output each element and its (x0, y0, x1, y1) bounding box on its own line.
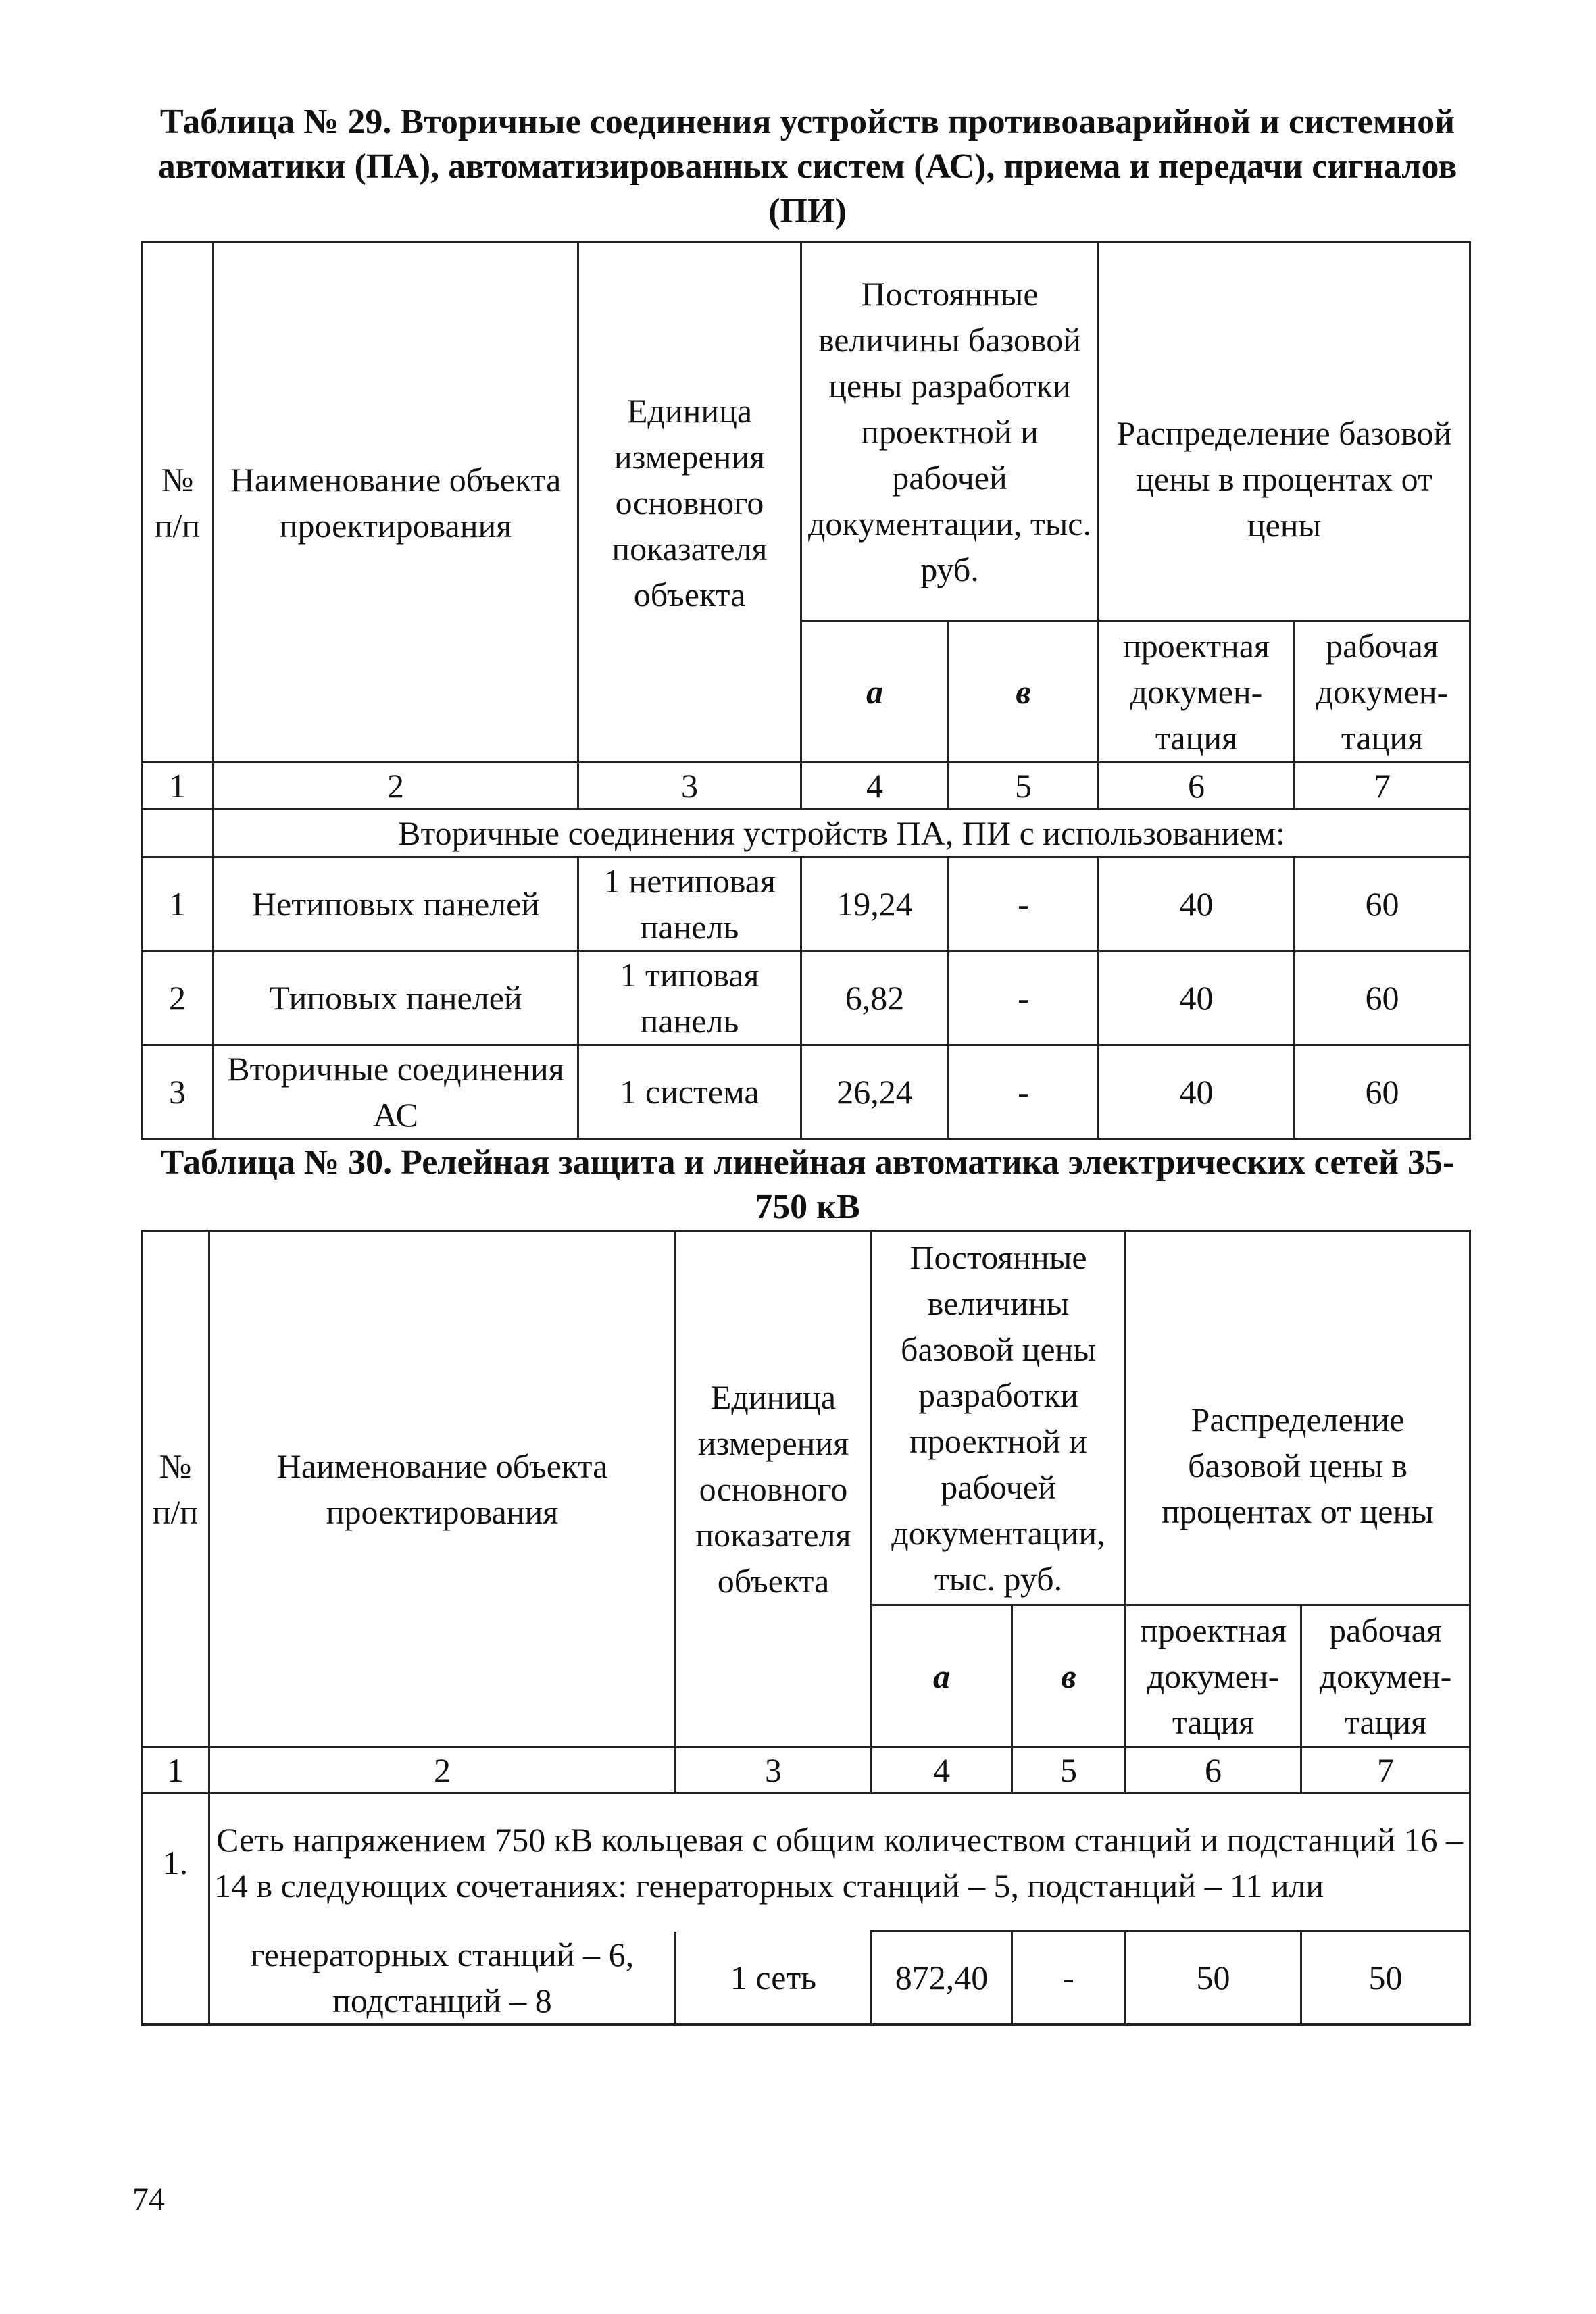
col-number: 2 (209, 1747, 676, 1794)
table-row (142, 951, 1470, 1045)
table-29 (141, 241, 1471, 1140)
header-unit: Единица измерения основного показателя объекта (676, 1231, 872, 1747)
page-number: 74 (132, 2182, 165, 2217)
row-a: 26,24 (801, 1045, 949, 1139)
col-number: 5 (1012, 1747, 1126, 1794)
header-unit: Единица измерения основного показателя объекта (578, 243, 801, 763)
col-number: 1 (142, 1747, 209, 1794)
col-number: 6 (1126, 1747, 1301, 1794)
table-row (142, 857, 1470, 951)
row-num: 2 (142, 951, 214, 1045)
header-distribution: Распределение базовой цены в процентах от цены (1099, 243, 1470, 621)
header-num: № п/п (142, 243, 214, 763)
table-30 (141, 1230, 1471, 2026)
row-project: 40 (1099, 857, 1295, 951)
row-project: 40 (1099, 951, 1295, 1045)
header-price: Постоянные величины базовой цены разработки проектной и рабочей документации, тыс. руб. (872, 1231, 1126, 1605)
header-num: № п/п (142, 1231, 209, 1747)
col-number: 2 (214, 763, 578, 809)
row-project: 40 (1099, 1045, 1295, 1139)
row-a: 6,82 (801, 951, 949, 1045)
section-text: Сеть напряжением 750 кВ кольцевая с общим количеством станций и подстанций 16 – 14 в следующих сочетаниях: генераторных станций – 5, подстанций – 11 или (209, 1794, 1470, 1932)
col-number: 6 (1099, 763, 1295, 809)
col-number: 5 (949, 763, 1099, 809)
row-num: 1 (142, 857, 214, 951)
header-name: Наименование объекта проектирования (209, 1231, 676, 1747)
header-b: в (949, 621, 1099, 763)
row-b: - (949, 1045, 1099, 1139)
row-unit: 1 типовая панель (578, 951, 801, 1045)
row-unit: 1 система (578, 1045, 801, 1139)
row-num: 3 (142, 1045, 214, 1139)
section-title: Вторичные соединения устройств ПА, ПИ с использованием: (214, 809, 1470, 857)
row-a: 872,40 (872, 1932, 1012, 2025)
header-work-doc: рабочая докумен-тация (1295, 621, 1470, 763)
col-number: 4 (801, 763, 949, 809)
col-number: 4 (872, 1747, 1012, 1794)
row-name: Вторичные соединения АС (214, 1045, 578, 1139)
col-number: 3 (578, 763, 801, 809)
col-number: 7 (1301, 1747, 1470, 1794)
row-name: Нетиповых панелей (214, 857, 578, 951)
table-row (142, 1932, 1470, 2025)
col-number: 3 (676, 1747, 872, 1794)
header-price: Постоянные величины базовой цены разработки проектной и рабочей документации, тыс. руб. (801, 243, 1099, 621)
row-work: 50 (1301, 1932, 1470, 2025)
table-29-caption: Таблица № 29. Вторичные соединения устройств противоаварийной и системной автоматики (ПА), автоматизированных систем (АС), приема и передачи сигналов (ПИ) (157, 103, 1457, 230)
header-distribution: Распределение базовой цены в процентах от цены (1126, 1231, 1470, 1605)
row-unit: 1 нетиповая панель (578, 857, 801, 951)
table-30-caption: Таблица № 30. Релейная защита и линейная автоматика электрических сетей 35-750 кВ (160, 1143, 1455, 1226)
row-project: 50 (1126, 1932, 1301, 2025)
header-name: Наименование объекта проектирования (214, 243, 578, 763)
row-work: 60 (1295, 857, 1470, 951)
row-b: - (949, 951, 1099, 1045)
header-project-doc: проектная докумен-тация (1099, 621, 1295, 763)
row-unit: 1 сеть (676, 1932, 872, 2025)
col-number: 1 (142, 763, 214, 809)
header-a: а (801, 621, 949, 763)
table-row (142, 1045, 1470, 1139)
row-name: генераторных станций – 6, подстанций – 8 (209, 1932, 676, 2025)
header-project-doc: проектная докумен-тация (1126, 1605, 1301, 1747)
header-a: а (872, 1605, 1012, 1747)
header-work-doc: рабочая докумен-тация (1301, 1605, 1470, 1747)
header-b: в (1012, 1605, 1126, 1747)
row-work: 60 (1295, 951, 1470, 1045)
row-work: 60 (1295, 1045, 1470, 1139)
row-a: 19,24 (801, 857, 949, 951)
row-b: - (1012, 1932, 1126, 2025)
row-name: Типовых панелей (214, 951, 578, 1045)
section-num: 1. (142, 1794, 209, 1932)
col-number: 7 (1295, 763, 1470, 809)
row-b: - (949, 857, 1099, 951)
